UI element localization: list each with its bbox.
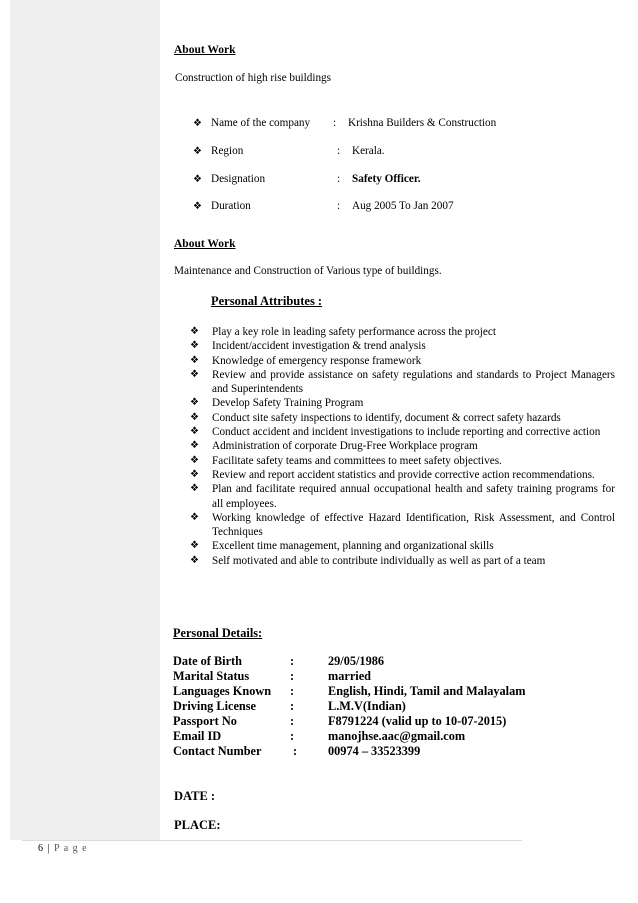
list-item: ❖ Review and report accident statistics and provide corrective action recommendations. [190,468,595,481]
detail-sep: : [337,145,341,157]
detail-value: Kerala. [352,145,385,157]
list-item: ❖ Plan and facilitate required annual occupational health and safety training programs for all employees. [190,483,615,510]
personal-label: Languages Known [173,684,272,698]
diamond-bullet-icon: ❖ [193,201,202,212]
page-footer [38,843,88,854]
personal-sep: : [290,729,295,743]
list-item: ❖ Develop Safety Training Program [190,397,364,410]
work-description: Maintenance and Construction of Various type of buildings. [174,265,442,277]
detail-row [193,145,244,157]
diamond-bullet-icon: ❖ [190,454,199,466]
detail-label: Duration [211,200,251,212]
detail-row [193,200,251,212]
attributes-list [190,325,615,568]
personal-sep: : [290,654,295,668]
list-item: ❖ Knowledge of emergency response framework [190,354,422,367]
diamond-bullet-icon: ❖ [190,397,199,409]
personal-value: 00974 – 33523399 [328,744,421,758]
diamond-bullet-icon: ❖ [190,554,199,566]
diamond-bullet-icon: ❖ [190,340,199,352]
diamond-bullet-icon: ❖ [190,440,199,452]
detail-row [193,117,311,129]
diamond-bullet-icon: ❖ [190,326,199,337]
personal-label: Passport No [173,714,237,728]
diamond-bullet-icon: ❖ [193,118,202,129]
diamond-bullet-icon: ❖ [190,468,199,480]
personal-value: married [328,669,372,683]
diamond-bullet-icon: ❖ [190,368,199,380]
personal-sep: : [290,684,295,698]
list-item: ❖ Conduct accident and incident investigations to include reporting and corrective action [190,426,601,439]
diamond-bullet-icon: ❖ [190,483,199,495]
work-description: Construction of high rise buildings [175,72,331,84]
diamond-bullet-icon: ❖ [190,540,199,552]
list-item: ❖ Working knowledge of effective Hazard Identification, Risk Assessment, and Control Techniques [190,511,615,539]
diamond-bullet-icon: ❖ [190,354,199,366]
diamond-bullet-icon: ❖ [190,511,199,523]
detail-value: Aug 2005 To Jan 2007 [352,200,454,212]
detail-value: Krishna Builders & Construction [348,117,497,129]
detail-row [193,173,266,185]
detail-sep: : [337,173,341,185]
personal-label: Marital Status [173,669,250,683]
page-number: 6 [38,843,44,854]
personal-label: Contact Number [173,744,262,758]
date-label: DATE : [174,789,216,803]
attributes-heading: Personal Attributes : [211,294,323,308]
about-work-heading: About Work [174,44,236,56]
diamond-bullet-icon: ❖ [193,174,202,185]
footer-separator: | [47,843,51,854]
detail-sep: : [333,117,337,129]
list-item: ❖ Administration of corporate Drug-Free Workplace program [190,440,478,453]
list-item: ❖ Self motivated and able to contribute individually as well as part of a team [190,554,546,567]
personal-value: F8791224 (valid up to 10-07-2015) [328,714,507,728]
detail-label: Region [211,145,244,157]
detail-label: Designation [211,173,266,185]
personal-sep: : [290,714,295,728]
detail-sep: : [337,200,341,212]
diamond-bullet-icon: ❖ [193,146,202,157]
list-item: ❖ Review and provide assistance on safety regulations and standards to Project Managers and Superintendents [190,368,615,396]
personal-label: Driving License [173,699,256,713]
personal-label: Email ID [173,729,222,743]
footer-divider [22,840,522,841]
personal-value: manojhse.aac@gmail.com [328,729,466,743]
personal-sep: : [290,699,295,713]
list-item: ❖ Facilitate safety teams and committees to meet safety objectives. [190,454,502,467]
about-work-heading: About Work [174,238,236,250]
list-item: ❖ Conduct site safety inspections to identify, document & correct safety hazards [190,411,561,424]
list-item: ❖ Excellent time management, planning and organizational skills [190,540,494,553]
personal-sep: : [293,744,298,758]
place-label: PLACE: [174,818,221,832]
personal-sep: : [290,669,295,683]
page-word: P a g e [54,843,88,854]
personal-details-heading: Personal Details: [173,626,263,640]
list-item: ❖ Incident/accident investigation & trend analysis [190,340,426,353]
left-margin-panel [10,0,160,840]
detail-value: Safety Officer. [352,173,421,185]
list-item: ❖ Play a key role in leading safety performance across the project [190,326,496,338]
personal-value: 29/05/1986 [328,654,385,668]
personal-label: Date of Birth [173,654,242,668]
diamond-bullet-icon: ❖ [190,411,199,423]
detail-label: Name of the company [211,117,311,129]
diamond-bullet-icon: ❖ [190,426,199,438]
personal-value: L.M.V(Indian) [328,699,406,713]
personal-value: English, Hindi, Tamil and Malayalam [328,684,526,698]
